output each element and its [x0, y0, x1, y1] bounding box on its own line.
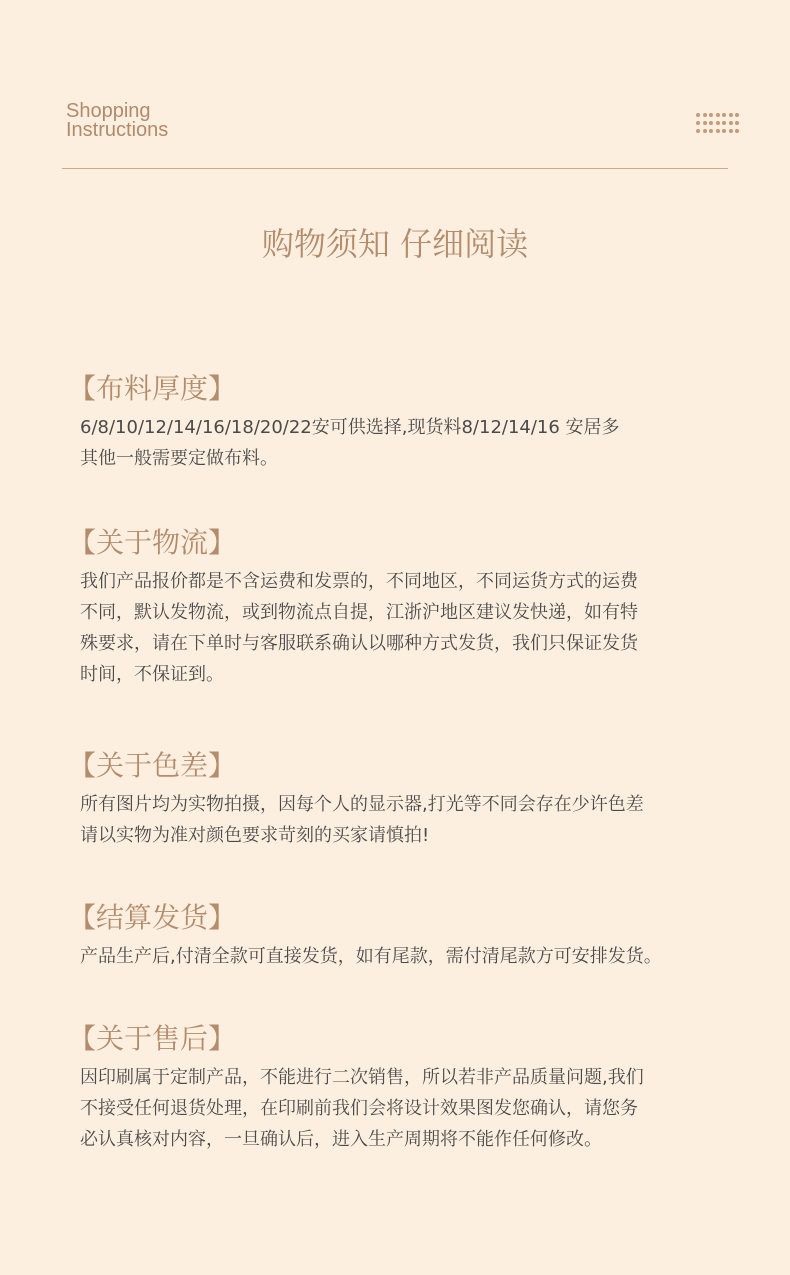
page-title: 购物须知 仔细阅读: [261, 225, 529, 263]
header-divider: [62, 168, 728, 169]
section-body: [80, 1062, 720, 1155]
section-line: 必认真核对内容，一旦确认后，进入生产周期将不能作任何修改。: [80, 1129, 602, 1150]
section-line: 我们产品报价都是不含运费和发票的，不同地区，不同运货方式的运费: [80, 571, 638, 592]
dot-grid-decoration: [696, 113, 742, 135]
section-heading: 【关于色差】: [68, 749, 237, 782]
section-line: 产品生产后,付清全款可直接发货，如有尾款，需付清尾款方可安排发货。: [80, 946, 662, 967]
section-line: 殊要求，请在下单时与客服联系确认以哪种方式发货，我们只保证发货: [80, 633, 638, 654]
section-heading: 【布料厚度】: [68, 372, 237, 405]
section-heading: 【关于售后】: [68, 1022, 237, 1055]
section-fabric-thickness: [68, 372, 748, 474]
section-body: [80, 789, 720, 851]
section-line: 因印刷属于定制产品，不能进行二次销售，所以若非产品质量问题,我们: [80, 1067, 644, 1088]
section-body: [80, 941, 720, 972]
section-line: 6/8/10/12/14/16/18/20/22安可供选择,现货料8/12/14/16 安居多: [80, 417, 620, 438]
section-line: 其他一般需要定做布料。: [80, 448, 278, 469]
section-heading: 【结算发货】: [68, 901, 237, 934]
section-line: 时间，不保证到。: [80, 664, 224, 685]
section-line: 请以实物为准对颜色要求苛刻的买家请慎拍!: [80, 825, 430, 846]
section-line: 不同，默认发物流，或到物流点自提，江浙沪地区建议发快递，如有特: [80, 602, 638, 623]
section-body: [80, 566, 720, 690]
brand-line-2: Instructions: [66, 119, 169, 141]
section-line: 所有图片均为实物拍摄，因每个人的显示器,打光等不同会存在少许色差: [80, 794, 644, 815]
section-body: [80, 412, 720, 474]
section-after-sales: [68, 1022, 748, 1155]
section-color-difference: [68, 749, 748, 851]
brand-line-1: Shopping: [66, 100, 151, 122]
section-heading: 【关于物流】: [68, 526, 237, 559]
brand-text: [66, 102, 168, 140]
section-logistics: [68, 526, 748, 690]
section-settlement-shipping: [68, 901, 748, 972]
section-line: 不接受任何退货处理，在印刷前我们会将设计效果图发您确认，请您务: [80, 1098, 638, 1119]
